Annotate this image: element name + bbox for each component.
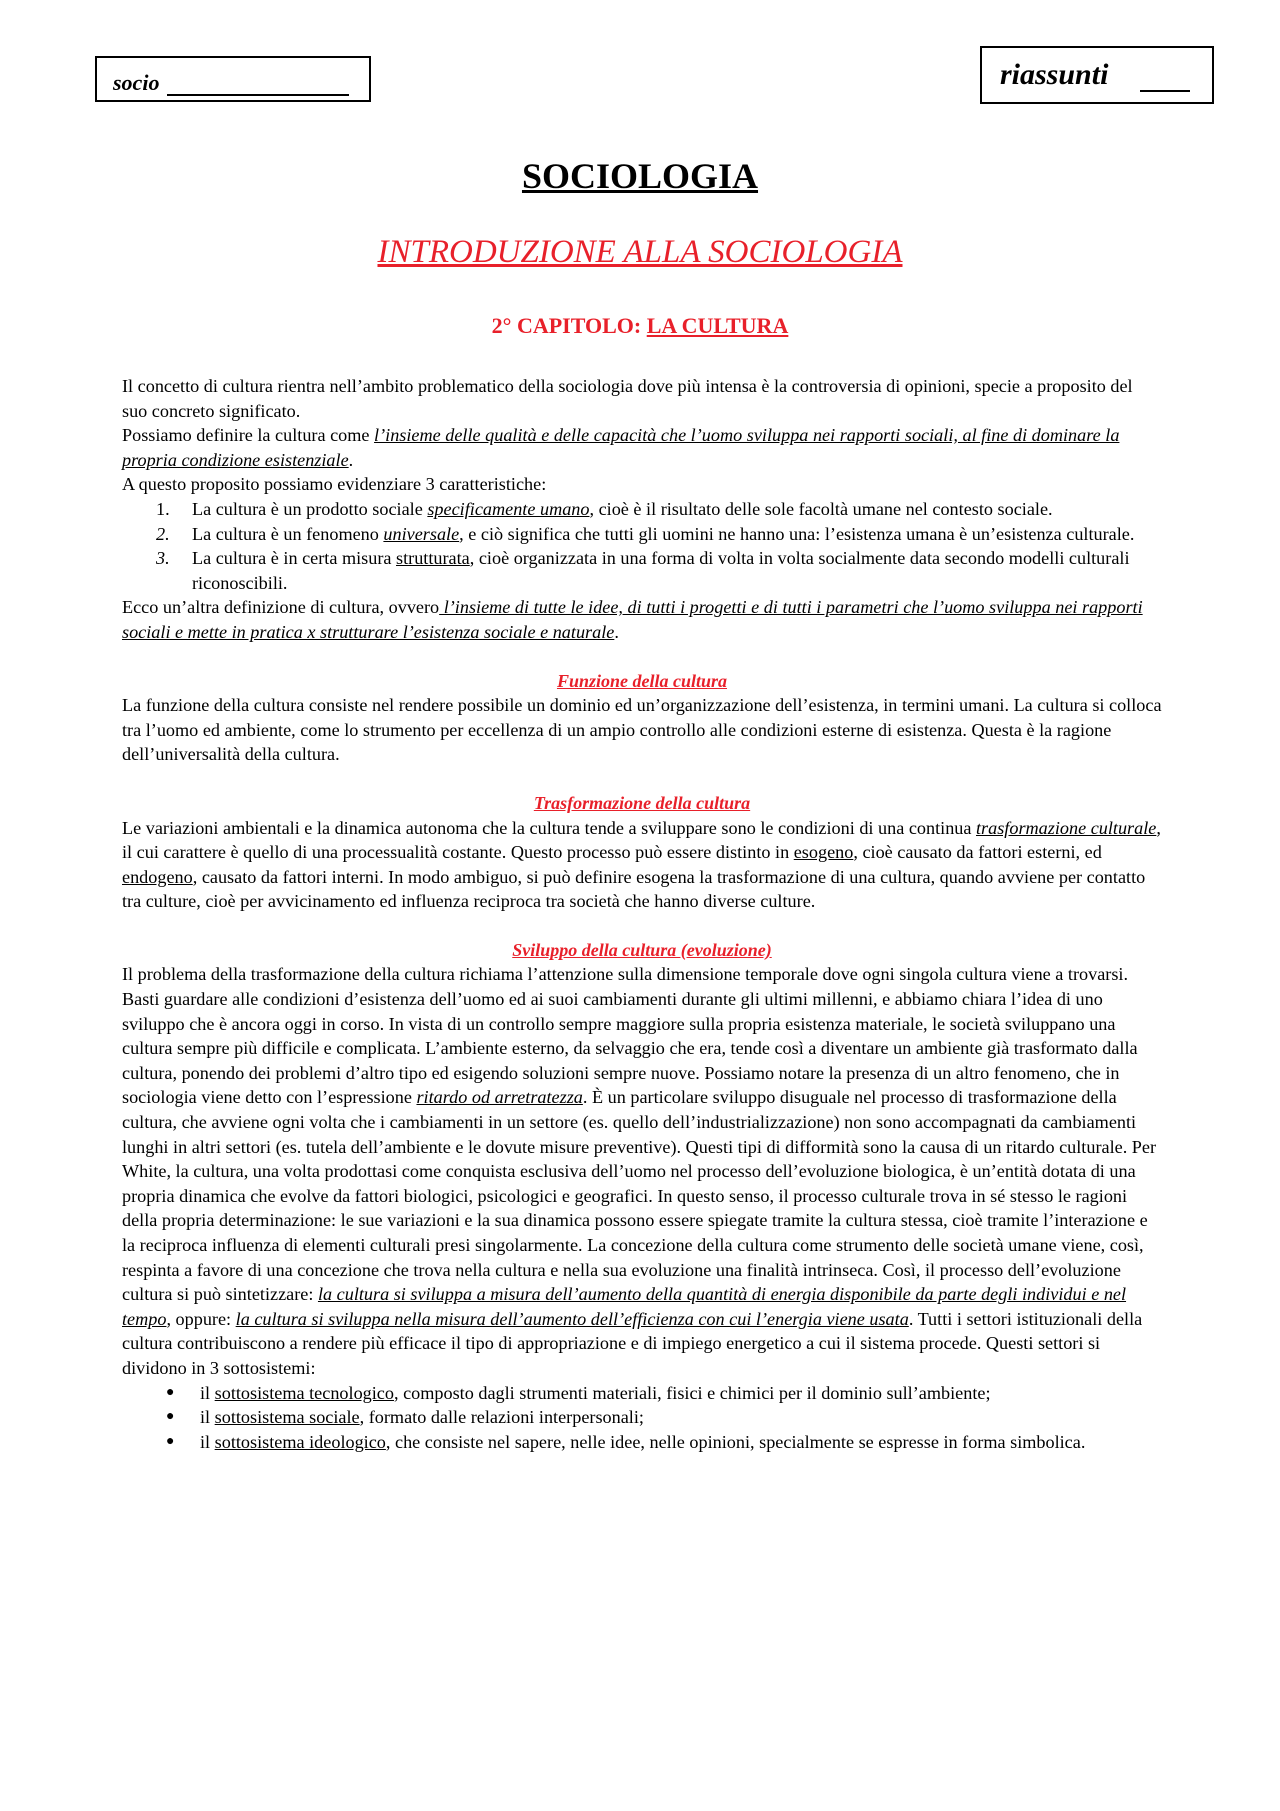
keyword: la cultura si sviluppa a misura dell’aumento della quantità di energia disponibile da parte degli individui e nel tempo <box>122 1284 1127 1329</box>
list-item: 2. La cultura è un fenomeno universale, e ciò significa che tutti gli uomini ne hanno una: l’esistenza umana è un’esistenza culturale. <box>156 523 1135 544</box>
header-left-underline <box>167 94 349 96</box>
definition-1: l’insieme delle qualità e delle capacità che l’uomo sviluppa nei rapporti sociali, al fine di dominare la propria condizione esistenziale <box>122 425 1120 470</box>
intro-paragraph-4: Ecco un’altra definizione di cultura, ovvero l’insieme di tutte le idee, di tutti i progetti e di tutti i parametri che l’uomo sviluppa nei rapporti sociali e mette in pratica x strutturare l’esistenza sociale e naturale. <box>122 597 1143 642</box>
subsystems-list <box>122 1381 1162 1455</box>
keyword: universale <box>383 523 460 544</box>
intro-paragraph-1: Il concetto di cultura rientra nell’ambito problematico della sociologia dove più intensa è la controversia di opinioni, specie a proposito del suo concreto significato. <box>122 376 1133 421</box>
bullet-icon: ● <box>166 1433 175 1449</box>
keyword: sottosistema tecnologico <box>214 1382 394 1403</box>
keyword: strutturata <box>396 548 470 569</box>
section-title-funzione: Funzione della cultura <box>556 670 728 691</box>
keyword: sottosistema ideologico <box>214 1431 386 1452</box>
sviluppo-paragraph: Il problema della trasformazione della cultura richiama l’attenzione sulla dimensione temporale dove ogni singola cultura viene a trovarsi. Basti guardare alle condizioni d’esistenza dell’uomo ed ai suoi cambiamenti durante gli ultimi millenni, e abbiamo chiara l’idea di uno sviluppo che è ancora oggi in corso. In vista di un controllo sempre maggiore sulla propria esistenza materiale, le società sviluppano una cultura sempre più difficile e complicata. L’ambiente esterno, da selvaggio che era, tende così a diventare un ambiente già trasformato dalla cultura, ponendo dei problemi d’altro tipo ed esigendo soluzioni sempre nuove. Possiamo notare la presenza di un altro fenomeno, che in sociologia viene detto con l’espressione ritardo od arretratezza. È un particolare sviluppo disuguale nel processo di trasformazione della cultura, che avviene ogni volta che i cambiamenti in un settore (es. quello dell’industrializzazione) non sono accompagnati da cambiamenti lunghi in altri settori (es. tutela dell’ambiente e le dovute misure preventive). Questi tipi di difformità sono la causa di un ritardo culturale. Per White, la cultura, una volta prodottasi come conquista esclusiva dell’uomo nel processo dell’evoluzione biologica, è un’entità dotata di una propria dinamica che evolve da fattori biologici, psicologici e geografici. In questo senso, il processo culturale trova in sé stesso le ragioni della propria determinazione: le sue variazioni e la sua dinamica possono essere spiegate tramite la cultura stessa, cioè tramite l’interazione e la reciproca influenza di elementi culturali presi singolarmente. La concezione della cultura come strumento delle società umane viene, così, respinta a favore di una concezione che trova nella cultura e nella sua evoluzione una finalità intrinseca. Così, il processo dell’evoluzione cultura si può sintetizzare: la cultura si sviluppa a misura dell’aumento della quantità di energia disponibile da parte degli individui e nel tempo, oppure: la cultura si sviluppa nella misura dell’aumento dell’efficienza con cui l’energia viene usata. Tutti i settori istituzionali della cultura contribuiscono a rendere più efficace il tipo di appropriazione e di impiego energetico a cui il sistema procede. Questi settori si dividono in 3 sottosistemi: <box>122 964 1157 1378</box>
keyword: sottosistema sociale <box>214 1407 360 1428</box>
keyword: specificamente umano <box>427 498 590 519</box>
trasformazione-paragraph: Le variazioni ambientali e la dinamica autonoma che la cultura tende a sviluppare sono le condizioni di una continua trasformazione culturale, il cui carattere è quello di una processualità costante. Questo processo può essere distinto in esogeno, cioè causato da fattori esterni, ed endogeno, causato da fattori interni. In modo ambiguo, si può definire esogena la trasformazione di una cultura, quando avviene per contatto tra culture, cioè per avvicinamento ed influenza reciproca tra società che hanno diverse culture. <box>122 817 1161 912</box>
bullet-icon: ● <box>166 1384 175 1400</box>
funzione-paragraph: La funzione della cultura consiste nel rendere possibile un dominio ed un’organizzazione dell’esistenza, in termini umani. La cultura si colloca tra l’uomo ed ambiente, come lo strumento per eccellenza di un ampio controllo alle condizioni esterne di esistenza. Questa è la ragione dell’universalità della cultura. <box>122 695 1162 765</box>
header-left-text: socio <box>113 70 160 95</box>
section-title-sviluppo: Sviluppo della cultura (evoluzione) <box>512 939 772 960</box>
keyword: trasformazione culturale <box>976 817 1157 838</box>
section-title-trasformazione: Trasformazione della cultura <box>533 792 751 813</box>
list-item: 1. La cultura è un prodotto sociale specificamente umano, cioè è il risultato delle sole facoltà umane nel contesto sociale. <box>156 498 1053 519</box>
chapter-name: LA CULTURA <box>646 313 789 338</box>
document-body <box>122 374 1162 1454</box>
page-title: SOCIOLOGIA <box>521 156 759 196</box>
intro-paragraph-3: A questo proposito possiamo evidenziare 3 caratteristiche: <box>122 474 547 495</box>
intro-paragraph-2: Possiamo definire la cultura come l’insieme delle qualità e delle capacità che l’uomo sviluppa nei rapporti sociali, al fine di dominare la propria condizione esistenziale. <box>122 425 1120 470</box>
header-label-right <box>980 46 1214 104</box>
bullet-icon: ● <box>166 1409 175 1425</box>
list-item: ● il sottosistema ideologico, che consiste nel sapere, nelle idee, nelle opinioni, specialmente se espresse in forma simbolica. <box>122 1430 1162 1455</box>
header-right-text: riassunti <box>1000 58 1109 91</box>
keyword: endogeno <box>122 866 193 887</box>
chapter-heading <box>0 313 1280 339</box>
chapter-prefix: 2° CAPITOLO: <box>491 313 647 338</box>
list-item: 3. La cultura è in certa misura strutturata, cioè organizzata in una forma di volta in volta socialmente data secondo modelli culturali riconoscibili. <box>156 548 1130 593</box>
header-label-left <box>95 56 371 102</box>
list-item: ● il sottosistema tecnologico, composto dagli strumenti materiali, fisici e chimici per il dominio sull’ambiente; <box>122 1381 1162 1406</box>
list-item: ● il sottosistema sociale, formato dalle relazioni interpersonali; <box>122 1405 1162 1430</box>
definition-2: l’insieme di tutte le idee, di tutti i progetti e di tutti i parametri che l’uomo sviluppa nei rapporti sociali e mette in pratica x strutturare l’esistenza sociale e naturale <box>122 597 1143 642</box>
keyword: la cultura si sviluppa nella misura dell’aumento dell’efficienza con cui l’energia viene usata <box>235 1308 909 1329</box>
keyword: ritardo od arretratezza <box>416 1087 583 1108</box>
header-right-underline <box>1140 90 1190 92</box>
characteristics-list <box>122 497 1162 595</box>
keyword: esogeno <box>793 842 854 863</box>
page-subtitle: INTRODUZIONE ALLA SOCIOLOGIA <box>377 234 903 270</box>
